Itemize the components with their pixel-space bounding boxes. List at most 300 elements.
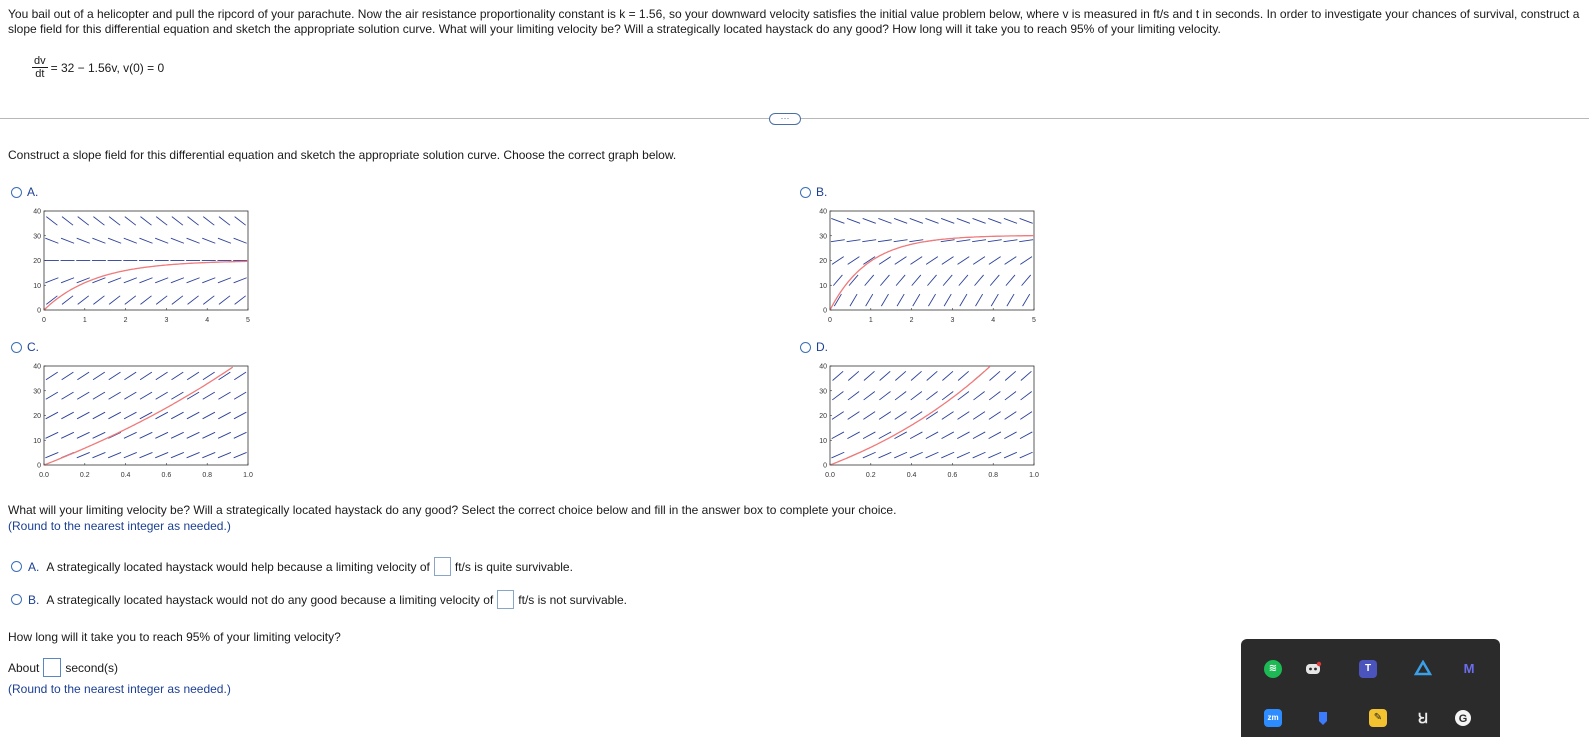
slope-segment — [234, 238, 247, 243]
slope-segment — [188, 217, 199, 226]
slope-segment — [831, 218, 844, 223]
slope-segment — [847, 240, 861, 242]
x-tick-label: 3 — [950, 317, 955, 324]
slope-segment — [187, 412, 199, 419]
solution-curve — [830, 236, 1034, 310]
x-tick-label: 0 — [828, 317, 832, 324]
slope-segment — [833, 275, 842, 286]
slope-segment — [109, 296, 120, 305]
radio-b[interactable] — [800, 187, 811, 198]
slope-segment — [990, 275, 999, 286]
slope-segment — [941, 452, 954, 458]
slope-segment — [832, 432, 844, 439]
graph-choice-b[interactable]: B. — [800, 185, 827, 199]
slope-segment — [93, 217, 104, 226]
graph-a-plot — [28, 203, 268, 328]
derivative-fraction: $\frac{dv}{dt}$ — [34, 55, 46, 80]
slope-segment — [234, 278, 247, 283]
slope-segment — [956, 240, 970, 242]
slope-segment — [911, 371, 922, 380]
slope-segment — [45, 238, 58, 243]
slope-segment — [910, 257, 922, 265]
slope-segment — [862, 240, 876, 242]
y-tick-label: 20 — [33, 258, 41, 265]
slope-segment — [156, 217, 167, 226]
slope-segment — [850, 294, 857, 306]
slope-segment — [913, 294, 920, 306]
slope-segment — [1020, 432, 1032, 439]
slope-segment — [234, 372, 246, 380]
slope-segment — [218, 278, 231, 283]
slope-segment — [156, 296, 167, 305]
slope-segment — [45, 452, 58, 457]
slope-segment — [171, 392, 183, 399]
slope-segment — [78, 217, 89, 226]
equation-rhs: = 32 − 1.56v, v(0) = 0 — [50, 60, 165, 75]
slope-segment — [958, 412, 970, 420]
slope-segment — [108, 238, 121, 243]
slope-segment — [974, 391, 985, 399]
slope-segment — [171, 278, 184, 283]
slope-segment — [833, 371, 844, 380]
slope-segment — [187, 452, 200, 457]
graph-c-plot — [28, 358, 268, 483]
slope-segment — [1021, 371, 1032, 380]
graph-d-plot — [814, 358, 1054, 483]
y-tick-label: 0 — [823, 307, 827, 315]
slope-segment — [878, 218, 891, 223]
slope-segment — [46, 217, 57, 226]
y-tick-label: 10 — [819, 282, 827, 290]
slope-segment — [1020, 412, 1032, 420]
zoom-icon[interactable]: zm — [1264, 709, 1282, 727]
x-tick-label: 1 — [868, 317, 873, 324]
slope-segment — [155, 432, 168, 438]
slope-segment — [93, 432, 106, 438]
grammarly-icon[interactable] — [1454, 709, 1472, 727]
slope-segment — [219, 217, 230, 226]
x-tick-label: 0.0 — [825, 472, 835, 479]
solution-curve — [44, 261, 248, 310]
slope-segment — [77, 372, 89, 380]
slope-segment — [93, 392, 105, 399]
graph-choice-d[interactable]: D. — [800, 340, 828, 354]
slope-segment — [894, 432, 906, 439]
slope-segment — [973, 432, 985, 439]
slope-segment — [912, 275, 921, 286]
slope-segment — [832, 412, 844, 420]
slope-segment — [831, 240, 845, 242]
slope-segment — [139, 278, 152, 283]
slope-segment — [1004, 240, 1018, 242]
graph-a — [28, 203, 268, 328]
slope-segment — [93, 412, 105, 419]
slope-segment — [928, 294, 935, 306]
x-tick-label: 1.0 — [243, 472, 253, 479]
velocity-input-a[interactable] — [434, 557, 451, 576]
slope-segment — [863, 432, 875, 439]
slope-segment — [171, 412, 183, 419]
y-tick-label: 20 — [819, 413, 827, 420]
slope-segment — [910, 218, 923, 223]
slope-segment — [125, 217, 136, 226]
slope-segment — [187, 372, 199, 380]
graph-b-plot — [814, 203, 1054, 328]
slope-segment — [1005, 391, 1016, 399]
slope-segment — [140, 296, 151, 305]
slope-segment — [1004, 452, 1017, 458]
slope-segment — [973, 218, 986, 223]
limiting-velocity-question: What will your limiting velocity be? Will a strategically located haystack do any good? Select the correct choice below and fill in the answer box to complete your choice. — [8, 503, 897, 517]
radio-answer-a[interactable] — [11, 561, 22, 572]
slope-segment — [1021, 391, 1032, 399]
y-tick-label: 10 — [33, 282, 41, 290]
round-note: (Round to the nearest integer as needed.) — [8, 519, 231, 533]
slope-segment — [155, 452, 168, 457]
slope-segment — [61, 238, 74, 243]
slope-segment — [109, 372, 121, 380]
slope-segment — [1005, 257, 1017, 265]
slope-segment — [187, 278, 200, 283]
slope-segment — [988, 240, 1002, 242]
y-tick-label: 40 — [819, 363, 827, 371]
slope-segment — [958, 257, 970, 265]
seconds-input[interactable] — [43, 658, 61, 677]
pen-icon[interactable]: Ꞟ — [1417, 710, 1429, 726]
slope-segment — [848, 371, 859, 380]
slope-segment — [847, 432, 859, 439]
slope-segment — [942, 412, 954, 420]
slope-segment — [832, 391, 843, 399]
slope-segment — [879, 391, 890, 399]
y-tick-label: 10 — [33, 437, 41, 445]
slope-segment — [108, 452, 121, 457]
y-tick-label: 0 — [823, 462, 827, 470]
slope-segment — [77, 432, 90, 438]
x-tick-label: 2 — [123, 317, 128, 324]
slope-segment — [989, 257, 1001, 265]
slope-segment — [943, 275, 952, 286]
x-tick-label: 0.6 — [161, 472, 172, 479]
slope-segment — [848, 391, 859, 399]
slope-segment — [896, 275, 905, 286]
differential-equation — [32, 55, 164, 80]
graph-prompt: Construct a slope field for this differential equation and sketch the appropriate solution curve. Choose the correct graph below. — [8, 148, 677, 162]
slope-segment — [957, 432, 969, 439]
slope-segment — [942, 257, 954, 265]
slope-segment — [234, 412, 246, 419]
slope-segment — [203, 412, 215, 419]
slope-segment — [155, 238, 168, 243]
slope-segment — [61, 412, 73, 419]
slope-segment — [1020, 257, 1032, 265]
slope-segment — [62, 296, 73, 305]
x-tick-label: 3 — [164, 317, 169, 324]
x-tick-label: 4 — [205, 317, 210, 324]
slope-segment — [77, 412, 89, 419]
shield-icon[interactable] — [1314, 709, 1332, 727]
teams-icon[interactable]: T — [1359, 660, 1377, 678]
slope-segment — [45, 278, 58, 283]
slope-segment — [863, 412, 875, 420]
slope-segment — [188, 296, 199, 305]
slope-segment — [973, 257, 985, 265]
slope-segment — [878, 240, 892, 242]
x-tick-label: 0.4 — [906, 472, 917, 479]
y-tick-label: 30 — [33, 388, 41, 396]
slope-segment — [218, 238, 231, 243]
graph-c — [28, 358, 268, 483]
slope-segment — [46, 392, 58, 399]
slope-segment — [1007, 294, 1014, 306]
slope-segment — [926, 391, 937, 399]
slope-segment — [1020, 452, 1033, 458]
slope-segment — [944, 294, 951, 306]
slope-segment — [942, 432, 954, 439]
slope-segment — [124, 238, 137, 243]
slope-segment — [92, 452, 105, 457]
slope-segment — [93, 372, 105, 380]
round-note-2: (Round to the nearest integer as needed.) — [8, 682, 231, 696]
slope-segment — [941, 218, 954, 223]
slope-segment — [156, 372, 168, 380]
slope-segment — [1004, 432, 1016, 439]
slope-segment — [234, 452, 247, 457]
slope-segment — [1004, 218, 1017, 223]
slope-segment — [927, 275, 936, 286]
slope-segment — [988, 218, 1001, 223]
slope-segment — [124, 432, 137, 438]
system-tray-popup — [1241, 639, 1500, 737]
slope-segment — [202, 238, 215, 243]
slope-segment — [960, 294, 967, 306]
slope-segment — [879, 452, 892, 458]
slope-segment — [863, 257, 875, 265]
slope-segment — [172, 296, 183, 305]
slope-segment — [218, 392, 230, 399]
slope-segment — [172, 372, 184, 380]
radio-c[interactable] — [11, 342, 22, 353]
drive-icon[interactable] — [1414, 660, 1432, 678]
y-tick-label: 20 — [819, 258, 827, 265]
slope-segment — [894, 240, 908, 242]
slope-segment — [93, 296, 104, 305]
slope-segment — [1005, 371, 1016, 380]
x-tick-label: 1.0 — [1029, 472, 1039, 479]
slope-segment — [1022, 275, 1031, 286]
expand-button[interactable]: ··· — [769, 113, 801, 125]
slope-segment — [910, 412, 922, 420]
slope-segment — [140, 412, 152, 419]
x-tick-label: 5 — [1032, 317, 1036, 324]
slope-segment — [62, 217, 73, 226]
slope-segment — [897, 294, 904, 306]
slope-segment — [140, 432, 153, 438]
slope-segment — [61, 432, 74, 438]
x-tick-label: 1 — [82, 317, 87, 324]
y-tick-label: 40 — [819, 208, 827, 216]
slope-segment — [140, 452, 153, 457]
y-tick-label: 0 — [37, 462, 41, 470]
slope-segment — [234, 392, 246, 399]
slope-segment — [108, 432, 121, 438]
discord-icon[interactable] — [1304, 660, 1322, 678]
slope-segment — [108, 412, 120, 419]
slope-segment — [171, 452, 184, 457]
slope-segment — [895, 412, 907, 420]
slope-segment — [866, 294, 873, 306]
slope-segment — [62, 392, 74, 399]
x-tick-label: 0.8 — [202, 472, 213, 479]
slope-segment — [880, 275, 889, 286]
slope-segment — [108, 278, 121, 283]
slope-segment — [865, 275, 874, 286]
slope-segment — [926, 452, 939, 458]
x-tick-label: 5 — [246, 317, 250, 324]
slope-segment — [880, 371, 891, 380]
x-tick-label: 2 — [909, 317, 914, 324]
slope-segment — [124, 412, 136, 419]
slope-segment — [62, 372, 74, 380]
clipboard-icon[interactable]: ✎ — [1369, 709, 1387, 727]
x-tick-label: 0.4 — [120, 472, 131, 479]
slope-segment — [989, 432, 1001, 439]
solution-curve — [44, 367, 233, 465]
slope-segment — [881, 294, 888, 306]
slope-segment — [46, 372, 58, 380]
slope-segment — [1006, 275, 1015, 286]
slope-segment — [109, 392, 121, 399]
y-tick-label: 10 — [819, 437, 827, 445]
slope-segment — [879, 412, 891, 420]
slope-segment — [219, 296, 230, 305]
x-tick-label: 0 — [42, 317, 46, 324]
slope-segment — [894, 452, 907, 458]
slope-segment — [973, 412, 985, 420]
slope-segment — [218, 412, 230, 419]
slope-segment — [958, 371, 969, 380]
slope-segment — [1020, 218, 1033, 223]
radio-a[interactable] — [11, 187, 22, 198]
slope-segment — [1005, 412, 1017, 420]
slope-segment — [202, 432, 215, 438]
slope-segment — [895, 391, 906, 399]
velocity-input-b[interactable] — [497, 590, 514, 609]
m-app-icon[interactable]: M — [1463, 661, 1475, 676]
slope-segment — [847, 218, 860, 223]
slope-segment — [139, 238, 152, 243]
slope-segment — [92, 238, 105, 243]
slope-segment — [927, 371, 938, 380]
slope-segment — [203, 392, 215, 399]
slope-segment — [848, 412, 860, 420]
slope-segment — [77, 238, 90, 243]
slope-segment — [171, 238, 184, 243]
slope-segment — [1019, 240, 1033, 242]
x-tick-label: 0.2 — [79, 472, 90, 479]
slope-segment — [140, 392, 152, 399]
slope-segment — [218, 432, 231, 438]
slope-segment — [124, 278, 137, 283]
radio-d[interactable] — [800, 342, 811, 353]
x-tick-label: 0.0 — [39, 472, 49, 479]
slope-segment — [925, 218, 938, 223]
slope-segment — [1023, 294, 1030, 306]
time-answer-row: About second(s) — [8, 658, 118, 677]
answer-choice-a[interactable]: A. A strategically located haystack would help because a limiting velocity of ft/s is quite survivable. — [11, 557, 573, 576]
y-tick-label: 30 — [33, 233, 41, 241]
slope-segment — [895, 371, 906, 380]
slope-segment — [957, 452, 970, 458]
y-tick-label: 30 — [819, 233, 827, 241]
slope-segment — [155, 278, 168, 283]
y-tick-label: 0 — [37, 307, 41, 315]
slope-segment — [77, 392, 89, 399]
slope-segment — [46, 432, 59, 438]
slope-segment — [235, 217, 246, 226]
slope-segment — [972, 240, 986, 242]
slope-segment — [187, 238, 200, 243]
slope-segment — [864, 391, 875, 399]
slope-segment — [976, 294, 983, 306]
radio-answer-b[interactable] — [11, 594, 22, 605]
slope-segment — [831, 452, 844, 458]
slope-segment — [895, 257, 907, 265]
slope-segment — [124, 372, 136, 380]
slope-segment — [77, 452, 90, 457]
slope-segment — [863, 452, 876, 458]
slope-segment — [988, 452, 1001, 458]
y-tick-label: 40 — [33, 208, 41, 216]
graph-b — [814, 203, 1054, 328]
slope-segment — [125, 296, 136, 305]
slope-segment — [991, 294, 998, 306]
slope-segment — [187, 432, 200, 438]
slope-segment — [989, 371, 1000, 380]
spotify-icon[interactable]: ≋ — [1264, 660, 1282, 678]
graph-choice-c[interactable]: C. — [11, 340, 39, 354]
x-tick-label: 0.8 — [988, 472, 999, 479]
slope-segment — [140, 372, 152, 380]
slope-segment — [909, 240, 923, 242]
x-tick-label: 0.6 — [947, 472, 958, 479]
slope-segment — [926, 432, 938, 439]
slope-segment — [973, 452, 986, 458]
slope-segment — [234, 432, 247, 438]
slope-segment — [975, 275, 984, 286]
slope-segment — [156, 392, 168, 399]
slope-segment — [203, 217, 214, 226]
y-tick-label: 40 — [33, 363, 41, 371]
slope-segment — [848, 257, 860, 265]
slope-segment — [61, 278, 74, 283]
graph-choice-a[interactable]: A. — [11, 185, 38, 199]
answer-choice-b[interactable]: B. A strategically located haystack would not do any good because a limiting velocity of ft/s is not survivable. — [11, 590, 627, 609]
slope-segment — [202, 452, 215, 457]
slope-segment — [926, 257, 938, 265]
slope-segment — [894, 218, 907, 223]
x-tick-label: 0.2 — [865, 472, 876, 479]
slope-segment — [202, 278, 215, 283]
slope-segment — [989, 391, 1000, 399]
slope-segment — [911, 391, 922, 399]
problem-statement: You bail out of a helicopter and pull the ripcord of your parachute. Now the air resistance proportionality constant is k = 1.56, so your downward velocity satisfies the initial value problem below, where v is measured in ft/s and t in seconds. In order to investigate your chances of survival, construct a slope field for this differential equation and sketch the appropriate solution curve. What will your limiting velocity be? Will a strategically located haystack do any good? How long will it take you to reach 95% of your limiting velocity. — [8, 7, 1580, 36]
slope-segment — [235, 296, 246, 305]
slope-segment — [957, 218, 970, 223]
slope-segment — [941, 240, 955, 242]
slope-segment — [864, 371, 875, 380]
slope-segment — [218, 452, 231, 457]
